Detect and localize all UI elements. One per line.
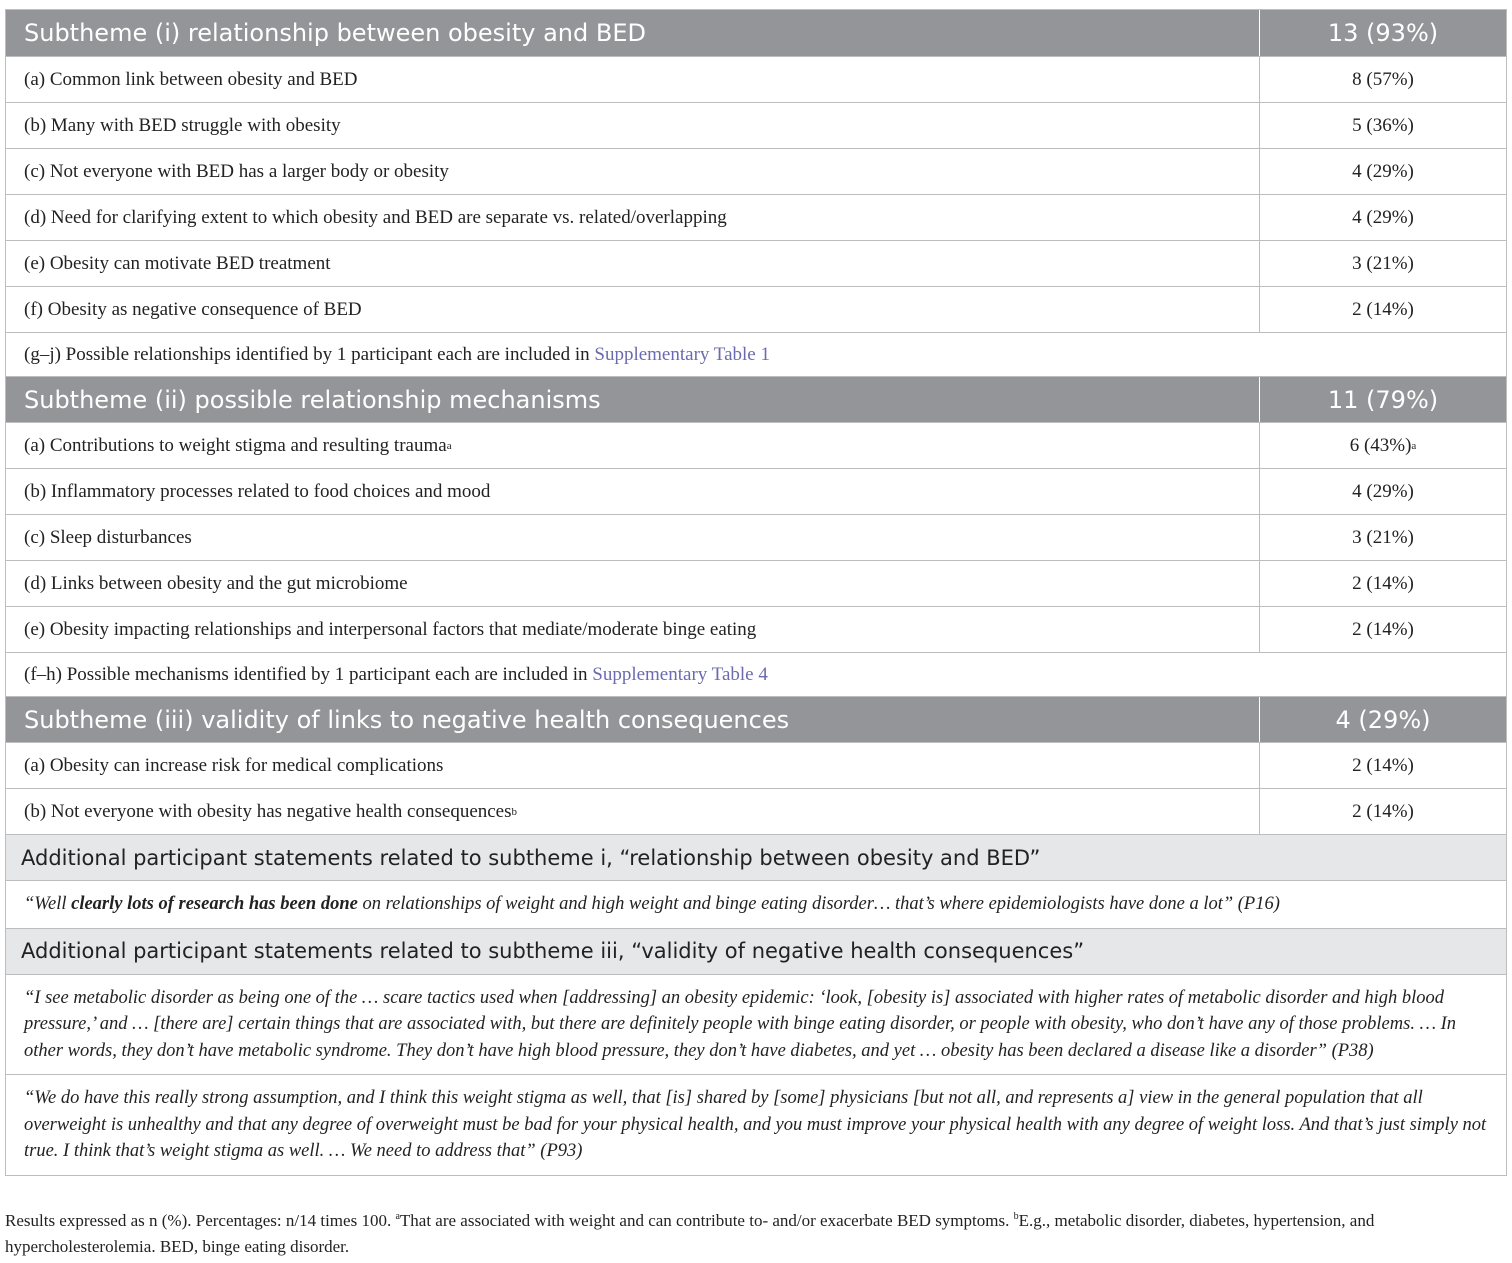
item-value: 4 (29%) (1259, 469, 1506, 514)
item-label-text: (b) Not everyone with obesity has negative health consequences (24, 800, 512, 822)
item-value: 3 (21%) (1259, 515, 1506, 560)
supplementary-table-link[interactable]: Supplementary Table 4 (592, 663, 768, 685)
note-text: (g–j) Possible relationships identified by 1 participant each are included in (24, 343, 595, 365)
item-value: 4 (29%) (1259, 195, 1506, 240)
quote-row (6, 1074, 1506, 1175)
additional-statements-header (6, 928, 1506, 974)
item-value: 2 (14%) (1259, 789, 1506, 834)
table-row (6, 102, 1506, 148)
footnote-text: Results expressed as n (%). Percentages: n/14 times 100. (5, 1211, 396, 1230)
subtheme-title: Subtheme (ii) possible relationship mechanisms (24, 385, 601, 414)
footnote-text: That are associated with weight and can contribute to- and/or exacerbate BED symptoms. (399, 1211, 1014, 1230)
table-row (6, 742, 1506, 788)
subtheme-title: Subtheme (i) relationship between obesity and BED (24, 19, 646, 47)
item-label: (f) Obesity as negative consequence of BED (24, 298, 362, 320)
subtheme-count: 11 (79%) (1259, 377, 1506, 422)
table-note-row (6, 332, 1506, 376)
item-label: (a) Contributions to weight stigma and resulting trauma a (24, 434, 452, 456)
participant-quote: “We do have this really strong assumption, and I think this weight stigma as well, that [is] shared by [some] physicians [but not all, and represents a] view in the general population that all overweight is unhealthy and that any degree of overweight must be bad for your physical health, and you must improve your physical health with any degree of weight loss. And that’s just simply not true. I think that’s weight stigma as well. … We need to address that” (P93) (24, 1088, 1487, 1161)
footnote-marker: a (395, 1211, 400, 1222)
table-note (6, 653, 1506, 696)
table-row (6, 194, 1506, 240)
item-label: (e) Obesity impacting relationships and interpersonal factors that mediate/moderate binge eating (24, 618, 757, 640)
table-row (6, 148, 1506, 194)
table-row (6, 422, 1506, 468)
footnote-text: E.g., metabolic disorder, diabetes, hypertension, and hypercholesterolemia. BED, binge eating disorder. (5, 1211, 1375, 1256)
item-label: (b) Many with BED struggle with obesity (24, 114, 341, 136)
quote-row (6, 974, 1506, 1075)
item-label: (b) Not everyone with obesity has negative health consequences b (24, 800, 518, 822)
table-note-row (6, 652, 1506, 696)
quote-text: “Well (24, 894, 72, 914)
item-label: (c) Not everyone with BED has a larger body or obesity (24, 160, 449, 182)
item-value: 4 (29%) (1259, 149, 1506, 194)
item-value: 2 (14%) (1259, 743, 1506, 788)
item-value: 2 (14%) (1259, 287, 1506, 332)
participant-quote: “I see metabolic disorder as being one of the … scare tactics used when [addressing] an obesity epidemic: ‘look, [obesity is] associated with higher rates of metabolic disorder and high blood pressure,’ and … [there are] certain things that are associated with, but there are definitely people with binge eating disorder, or people with obesity, who don’t have any of those problems. … In other words, they don’t have metabolic syndrome. They don’t have high blood pressure, they don’t have diabetes, and yet … obesity has been declared a disease like a disorder” (P38) (24, 987, 1457, 1061)
item-value: 3 (21%) (1259, 241, 1506, 286)
additional-statements-header (6, 834, 1506, 880)
subtheme-count: 13 (93%) (1259, 10, 1506, 56)
additional-heading: Additional participant statements related to subtheme i, “relationship between obesity and BED” (21, 845, 1041, 870)
table-row (6, 560, 1506, 606)
item-label: (a) Common link between obesity and BED (24, 68, 358, 90)
item-label: (c) Sleep disturbances (24, 526, 192, 548)
item-value: 5 (36%) (1259, 103, 1506, 148)
subtheme-count: 4 (29%) (1259, 697, 1506, 742)
results-table (5, 9, 1507, 1176)
table-row (6, 468, 1506, 514)
participant-quote (6, 881, 1298, 928)
item-value: 2 (14%) (1259, 561, 1506, 606)
subtheme-header (6, 10, 1506, 56)
item-value: 2 (14%) (1259, 607, 1506, 652)
quote-text: on relationships of weight and high weight and binge eating disorder… that’s where epidemiologists have done a lot” (P16) (357, 894, 1280, 914)
item-label: (d) Links between obesity and the gut microbiome (24, 572, 408, 594)
table-row (6, 788, 1506, 834)
table-row (6, 286, 1506, 332)
item-label: (e) Obesity can motivate BED treatment (24, 252, 331, 274)
supplementary-table-link[interactable]: Supplementary Table 1 (594, 343, 770, 365)
item-value-text: 6 (43%) (1349, 434, 1412, 456)
item-label-text: (a) Contributions to weight stigma and resulting trauma (24, 434, 447, 456)
quote-row (6, 880, 1506, 928)
table-footnote (5, 1208, 1510, 1260)
subtheme-header (6, 376, 1506, 422)
table-row (6, 606, 1506, 652)
table-row (6, 514, 1506, 560)
item-label: (b) Inflammatory processes related to food choices and mood (24, 480, 491, 502)
table-row (6, 240, 1506, 286)
table-note (6, 333, 1506, 376)
subtheme-header (6, 696, 1506, 742)
subtheme-title: Subtheme (iii) validity of links to negative health consequences (24, 705, 790, 734)
additional-heading: Additional participant statements related to subtheme iii, “validity of negative health consequences” (21, 939, 1085, 963)
item-label: (d) Need for clarifying extent to which obesity and BED are separate vs. related/overlapping (24, 206, 727, 228)
item-value: 6 (43%) a (1259, 423, 1506, 468)
note-text: (f–h) Possible mechanisms identified by 1 participant each are included in (24, 663, 593, 685)
footnote-marker: b (1013, 1211, 1019, 1222)
quote-emphasis: clearly lots of research has been done (71, 894, 358, 914)
table-row (6, 56, 1506, 102)
item-label: (a) Obesity can increase risk for medical complications (24, 754, 444, 776)
item-value: 8 (57%) (1259, 57, 1506, 102)
